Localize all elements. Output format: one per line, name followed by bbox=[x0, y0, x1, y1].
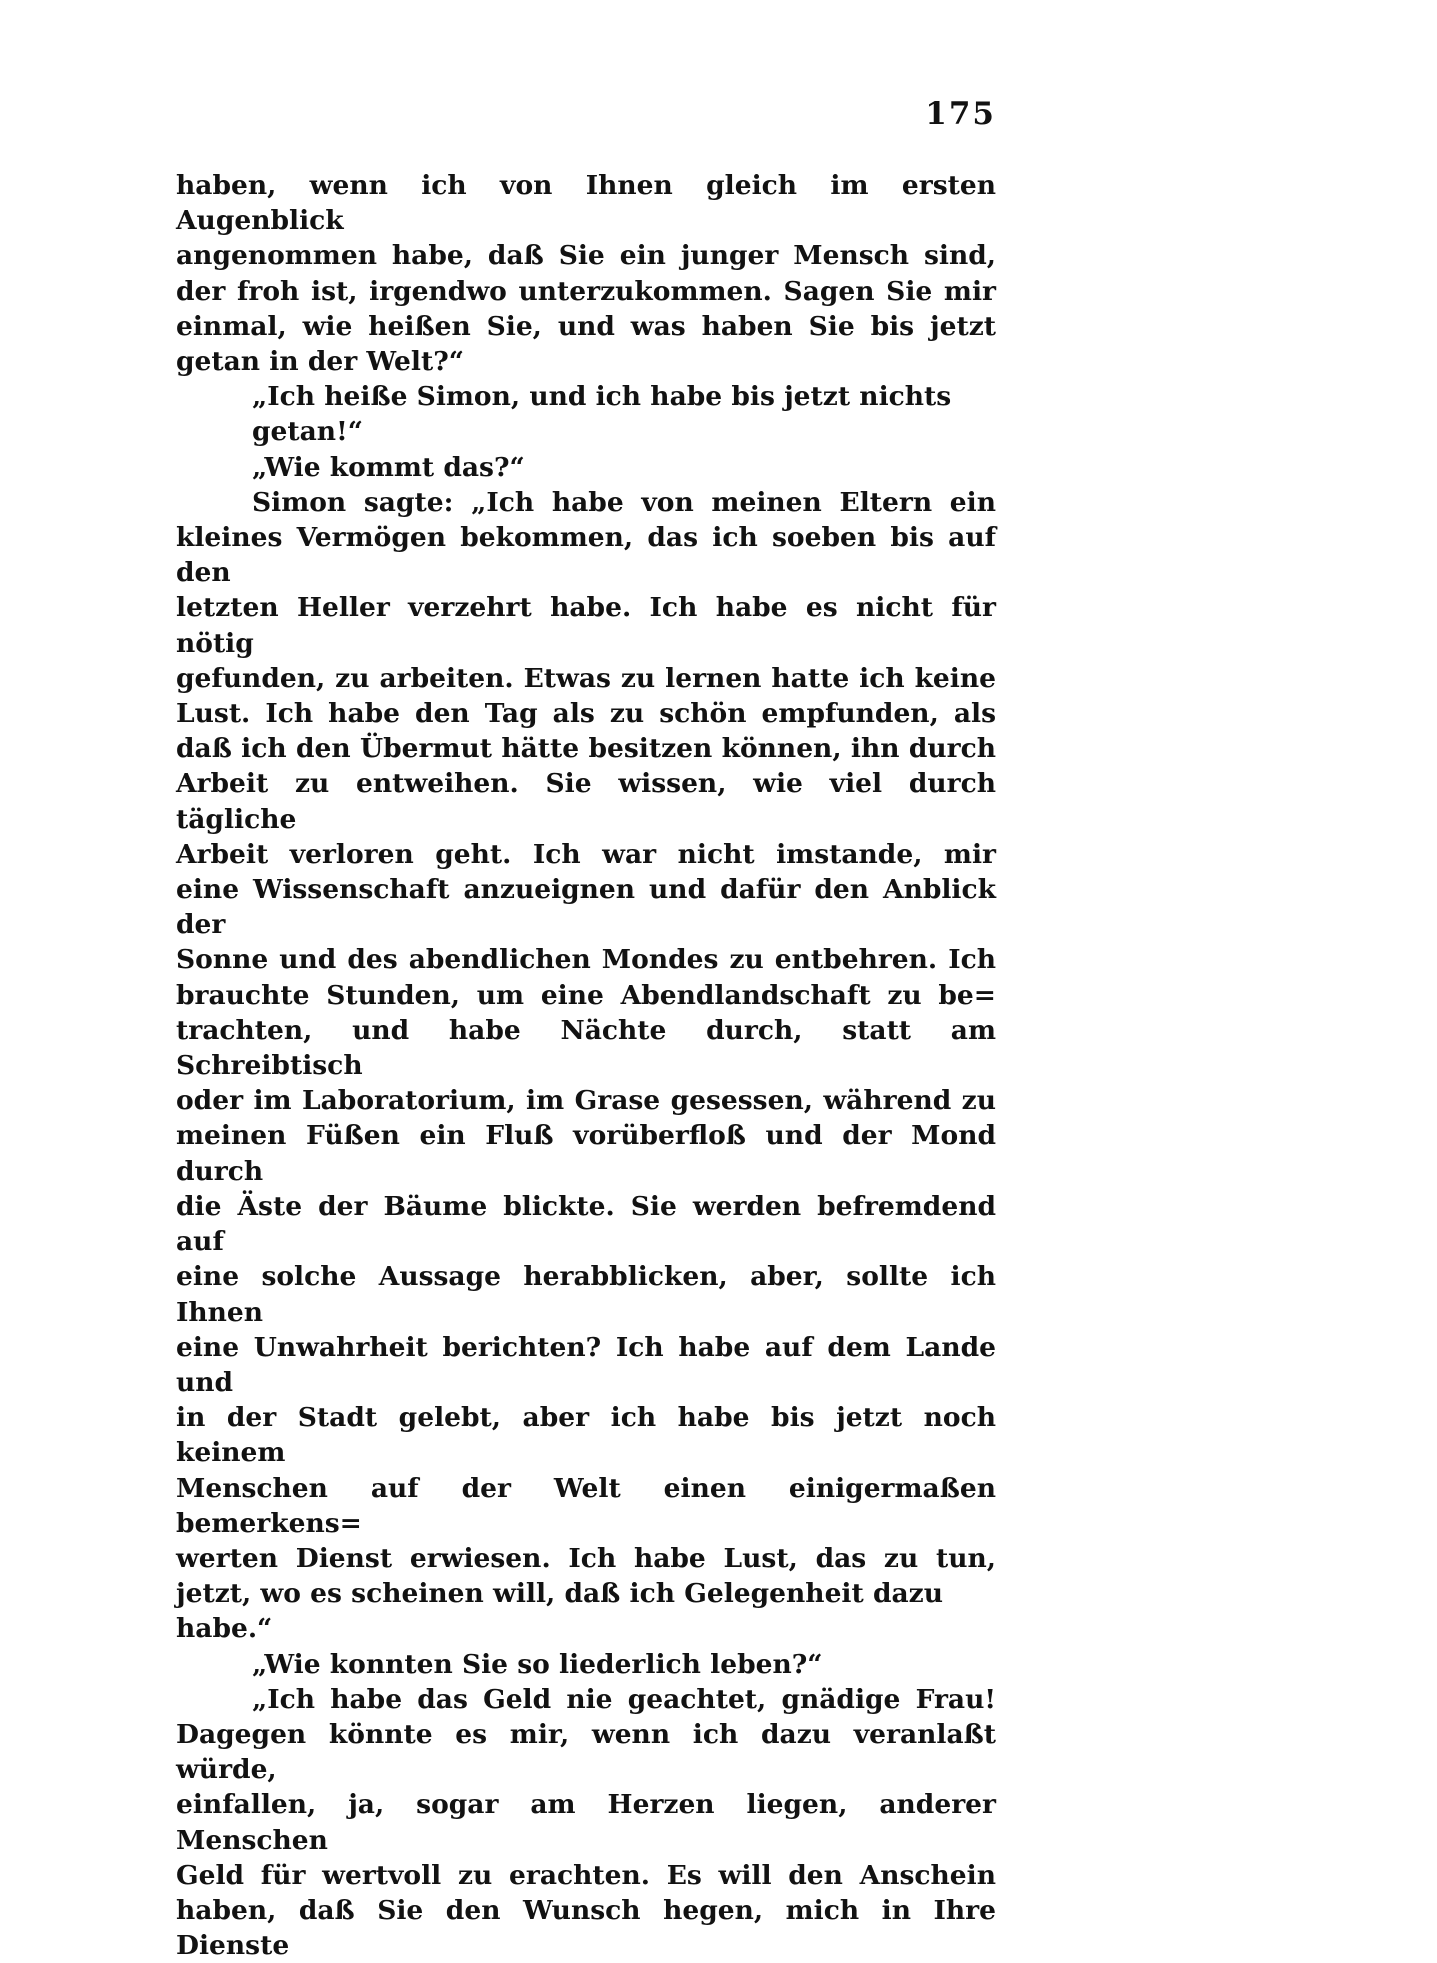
paragraph bbox=[176, 168, 996, 379]
text-line: angenommen habe, daß Sie ein junger Mensch sind, bbox=[176, 240, 996, 272]
text-line: „Ich heiße Simon, und ich habe bis jetzt nichts getan!“ bbox=[252, 381, 952, 448]
text-line: Arbeit zu entweihen. Sie wissen, wie viel durch tägliche bbox=[176, 768, 996, 835]
text-line: jetzt, wo es scheinen will, daß ich Gelegenheit dazu habe.“ bbox=[176, 1578, 943, 1645]
text-line: eine Wissenschaft anzueignen und dafür den Anblick der bbox=[176, 874, 996, 941]
text-line: einmal, wie heißen Sie, und was haben Sie bis jetzt bbox=[176, 310, 996, 342]
text-line: brauchte Stunden, um eine Abendlandschaft zu be= bbox=[176, 979, 996, 1011]
text-line: daß ich den Übermut hätte besitzen können, ihn durch bbox=[176, 733, 996, 765]
text-line: getan in der Welt?“ bbox=[176, 346, 464, 378]
paragraph bbox=[176, 379, 996, 449]
text-line: Arbeit verloren geht. Ich war nicht imstande, mir bbox=[176, 838, 996, 870]
text-line: Geld für wertvoll zu erachten. Es will den Anschein bbox=[176, 1859, 996, 1891]
paragraph bbox=[176, 485, 996, 1647]
text-line: in der Stadt gelebt, aber ich habe bis jetzt noch keinem bbox=[176, 1402, 996, 1469]
text-line: eine solche Aussage herabblicken, aber, sollte ich Ihnen bbox=[176, 1261, 996, 1328]
text-line: gefunden, zu arbeiten. Etwas zu lernen hatte ich keine bbox=[176, 662, 996, 694]
text-line: „Wie konnten Sie so liederlich leben?“ bbox=[252, 1648, 823, 1680]
text-line: kleines Vermögen bekommen, das ich soeben bis auf den bbox=[176, 522, 996, 589]
text-block bbox=[176, 168, 996, 1963]
text-line: trachten, und habe Nächte durch, statt am Schreibtisch bbox=[176, 1014, 996, 1082]
paragraph bbox=[176, 1682, 996, 1963]
paragraph bbox=[176, 450, 996, 485]
text-line: die Äste der Bäume blickte. Sie werden befremdend auf bbox=[176, 1190, 996, 1258]
page-number: 175 bbox=[925, 96, 996, 132]
text-line: einfallen, ja, sogar am Herzen liegen, anderer Menschen bbox=[176, 1789, 996, 1856]
text-line: oder im Laboratorium, im Grase gesessen, während zu bbox=[176, 1085, 996, 1117]
text-line: Lust. Ich habe den Tag als zu schön empfunden, als bbox=[176, 698, 996, 730]
text-line: haben, wenn ich von Ihnen gleich im ersten Augenblick bbox=[176, 170, 996, 237]
text-line: Sonne und des abendlichen Mondes zu entbehren. Ich bbox=[176, 944, 996, 976]
text-line: meinen Füßen ein Fluß vorüberfloß und der Mond durch bbox=[176, 1120, 996, 1187]
text-line: „Ich habe das Geld nie geachtet, gnädige Frau! bbox=[252, 1683, 996, 1715]
text-line: letzten Heller verzehrt habe. Ich habe es nicht für nötig bbox=[176, 592, 996, 659]
text-line: eine Unwahrheit berichten? Ich habe auf dem Lande und bbox=[176, 1331, 996, 1398]
text-line: haben, daß Sie den Wunsch hegen, mich in Ihre Dienste bbox=[176, 1894, 996, 1962]
text-line: der froh ist, irgendwo unterzukommen. Sagen Sie mir bbox=[176, 275, 996, 307]
text-line: „Wie kommt das?“ bbox=[252, 451, 525, 483]
text-line: Dagegen könnte es mir, wenn ich dazu veranlaßt würde, bbox=[176, 1718, 996, 1786]
paragraph bbox=[176, 1647, 996, 1682]
text-line: Simon sagte: „Ich habe von meinen Eltern ein bbox=[252, 486, 996, 518]
text-line: werten Dienst erwiesen. Ich habe Lust, das zu tun, bbox=[176, 1542, 996, 1574]
text-line: Menschen auf der Welt einen einigermaßen bemerkens= bbox=[176, 1472, 996, 1539]
